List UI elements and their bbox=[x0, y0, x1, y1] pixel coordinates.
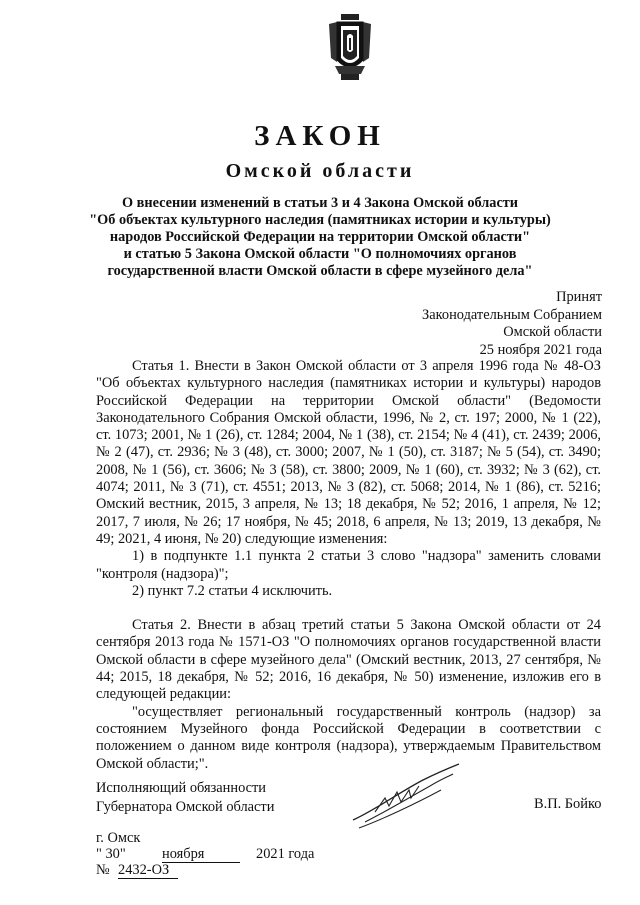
document-body bbox=[96, 358, 601, 773]
article-1-text: Статья 1. Внести в Закон Омской области от 3 апреля 1996 года № 48-ОЗ "Об объектах культурного наследия (памятниках истории и культуры) народов Российской Федерации на территории Омской области" (Ведомости Законодательного Собрания Омской области, 1996, № 2, ст. 197; 2000, № 1 (22), ст. 1073; 2001, № 1 (26), ст. 1284; 2004, № 1 (38), ст. 2154; № 4 (41), ст. 2439; 2006, № 2 (47), ст. 2936; № 3 (48), ст. 3000; 2007, № 1 (50), ст. 3187; № 5 (54), ст. 3490; 2008, № 1 (56), ст. 3606; № 3 (58), ст. 3800; 2009, № 1 (60), ст. 3932; № 3 (62), ст. 4074; 2011, № 3 (71), ст. 4551; 2013, № 3 (82), ст. 5068; 2014, № 1 (86), ст. 5216; Омский вестник, 2015, 3 апреля, № 13; 18 декабря, № 52; 2016, 1 апреля, № 12; 2017, 7 июля, № 26; 17 ноября, № 45; 2018, 6 апреля, № 13; 2019, 13 декабря, № 49; 2021, 4 июня, № 20) следующие изменения: bbox=[96, 358, 601, 547]
number-value: 2432-ОЗ bbox=[118, 862, 178, 879]
heading-line: "Об объектах культурного наследия (памятниках истории и культуры) bbox=[89, 212, 551, 228]
adoption-line: Законодательным Собранием bbox=[422, 306, 602, 323]
date-year: 2021 года bbox=[256, 846, 315, 862]
heading-line: государственной власти Омской области в сфере музейного дела" bbox=[107, 263, 533, 279]
date-day: " 30" bbox=[96, 846, 126, 862]
omsk-coat-of-arms-icon bbox=[327, 14, 373, 84]
heading-line: народов Российской Федерации на территории Омской области" bbox=[109, 229, 531, 245]
document-footer bbox=[96, 830, 315, 878]
document-title: ЗАКОН bbox=[254, 120, 386, 152]
number-prefix: № bbox=[96, 862, 110, 878]
adoption-line: Принят bbox=[556, 289, 602, 305]
article-1-item-2: 2) пункт 7.2 статьи 4 исключить. bbox=[132, 582, 333, 599]
article-2-quote: "осуществляет региональный государственный контроль (надзор) за состоянием Музейного фонда Российской Федерации в соответствии с положением о данном виде контроля (надзора), утверждаемым Правительством Омской области;". bbox=[96, 703, 601, 772]
date-month: ноября bbox=[162, 846, 240, 863]
article-2-text: Статья 2. Внести в абзац третий статьи 5 Закона Омской области от 24 сентября 2013 года № 1571-ОЗ "О полномочиях органов государственной власти Омской области в сфере музейного дела" (Омский вестник, 2013, 27 сентября, № 44; 2015, 18 декабря, № 52; 2016, 16 декабря, № 50) изменение, изложив его в следующей редакции: bbox=[96, 617, 601, 703]
position-line: Губернатора Омской области bbox=[96, 799, 275, 815]
city: г. Омск bbox=[96, 830, 141, 846]
document-number bbox=[96, 862, 170, 878]
signatory-name: В.П. Бойко bbox=[534, 796, 602, 812]
article-1-item-1: 1) в подпункте 1.1 пункта 2 статьи 3 слово "надзора" заменить словами "контроля (надзора)"; bbox=[96, 548, 601, 582]
adoption-block bbox=[422, 289, 602, 359]
adoption-line: Омской области bbox=[503, 324, 602, 340]
law-heading bbox=[70, 195, 570, 280]
heading-line: О внесении изменений в статьи 3 и 4 Закона Омской области bbox=[121, 195, 519, 211]
signing-date bbox=[96, 846, 315, 862]
heading-line: и статью 5 Закона Омской области "О полномочиях органов bbox=[123, 246, 517, 262]
adoption-date: 25 ноября 2021 года bbox=[479, 341, 602, 358]
signatory-position bbox=[96, 779, 274, 817]
document-subtitle: Омской области bbox=[225, 160, 415, 182]
position-line: Исполняющий обязанности bbox=[96, 780, 267, 796]
handwritten-signature bbox=[345, 762, 465, 832]
